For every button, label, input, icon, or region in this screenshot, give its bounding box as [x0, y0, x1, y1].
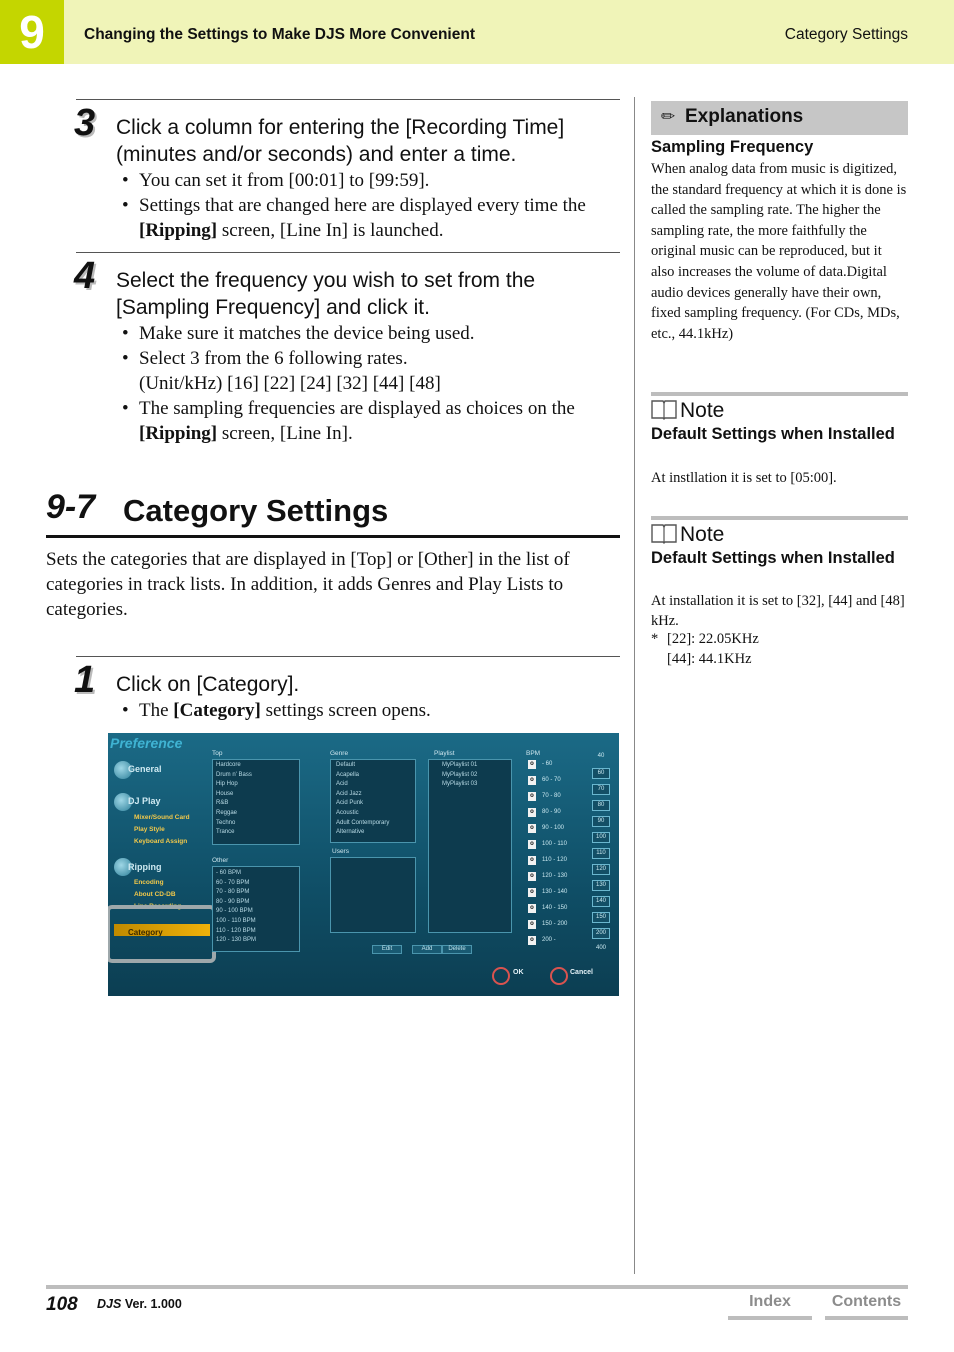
step-bullets — [122, 698, 612, 723]
users-list-panel[interactable] — [330, 857, 416, 933]
step-bullets — [122, 168, 612, 243]
list-item[interactable]: Hardcore — [216, 762, 241, 768]
nav-sub-item[interactable]: About CD-DB — [134, 891, 176, 898]
bpm-value-box[interactable]: 200 — [592, 928, 610, 939]
playlist-list — [442, 761, 477, 790]
bpm-checkbox[interactable]: o — [528, 888, 536, 897]
bpm-value-box[interactable]: 130 — [592, 880, 610, 891]
list-item[interactable]: Acid Punk — [336, 800, 364, 807]
bpm-value-box[interactable]: 60 — [592, 768, 610, 779]
preference-screenshot — [108, 733, 619, 996]
bpm-checkbox[interactable]: o — [528, 936, 536, 945]
footer-rule — [46, 1285, 908, 1289]
list-item[interactable]: 90 - 100 BPM — [216, 908, 253, 915]
nav-dj-play[interactable]: DJ Play — [128, 796, 161, 806]
section-title: Category Settings — [123, 493, 389, 528]
list-item[interactable]: Acid — [336, 781, 348, 788]
footnote-line: [22]: 22.05KHz — [667, 631, 759, 647]
bpm-checkbox[interactable]: o — [528, 840, 536, 849]
bpm-value-box[interactable]: 400 — [595, 945, 606, 951]
bpm-range-label: 70 - 80 — [542, 793, 561, 799]
bpm-checkbox[interactable]: o — [528, 792, 536, 801]
list-item[interactable]: 60 - 70 BPM — [216, 879, 250, 886]
section-heading — [46, 488, 620, 538]
step-1 — [76, 656, 620, 726]
ok-button[interactable]: OK — [513, 969, 524, 976]
note-label: Note — [651, 522, 724, 547]
nav-general[interactable]: General — [128, 764, 162, 774]
bpm-range-label: 110 - 120 — [542, 857, 567, 863]
section-number: 9-7 — [46, 488, 96, 526]
other-label: Other — [212, 857, 229, 864]
pencil-icon: ✏ — [661, 107, 676, 127]
cancel-button[interactable]: Cancel — [570, 969, 593, 976]
list-item[interactable]: Alternative — [336, 829, 365, 836]
add-button[interactable]: Add — [412, 945, 442, 954]
bpm-range-label: 100 - 110 — [542, 841, 567, 847]
explanation-text: When analog data from music is digitized, the standard frequency at which it is done is called the sampling rate. The higher the sampling rate, the more faithfully the original music can be reproduced, but it also increases the volume of data.Digital audio devices generally have their own, fixed sampling frequency. (For CDs, MDs, etc., 44.1kHz) — [651, 161, 907, 342]
note-text: At installation it is set to [32], [44] and [48] kHz. — [651, 593, 905, 629]
bpm-value-box[interactable]: 100 — [592, 832, 610, 843]
bpm-range-label: 200 - — [542, 937, 556, 943]
list-item[interactable]: 100 - 110 BPM — [216, 917, 256, 924]
note-rule — [651, 392, 908, 396]
bpm-value-box[interactable]: 150 — [592, 912, 610, 923]
list-item[interactable]: R&B — [216, 800, 229, 807]
step-title: Select the frequency you wish to set from the [Sampling Frequency] and click it. — [116, 269, 536, 319]
nav-sub-item[interactable]: Keyboard Assign — [134, 838, 188, 845]
bpm-checkbox[interactable]: o — [528, 920, 536, 929]
edit-button[interactable]: Edit — [372, 945, 402, 954]
step-4 — [76, 252, 620, 452]
top-label: Top — [212, 750, 223, 757]
bpm-range-label: 150 - 200 — [542, 921, 568, 927]
bpm-range-label: 120 - 130 — [542, 873, 568, 879]
list-item[interactable]: MyPlaylist 03 — [442, 781, 478, 788]
cancel-icon[interactable] — [550, 967, 568, 985]
users-label: Users — [332, 848, 349, 855]
playlist-label: Playlist — [434, 750, 455, 757]
bpm-value-box[interactable]: 110 — [592, 848, 610, 859]
bpm-range-label: 130 - 140 — [542, 889, 568, 895]
list-item[interactable]: Adult Contemporary — [336, 819, 390, 826]
footnote-line: [44]: 44.1KHz — [667, 650, 752, 667]
step-bullets — [122, 321, 612, 446]
list-item[interactable]: Acid Jazz — [336, 790, 362, 797]
column-divider — [634, 97, 635, 1274]
nav-sub-item[interactable]: Encoding — [134, 879, 164, 886]
list-item[interactable]: Techno — [216, 819, 236, 826]
note-label: Note — [651, 398, 724, 423]
step-number: 3 — [74, 102, 96, 144]
footnote — [651, 630, 908, 670]
header-section: Category Settings — [784, 26, 908, 43]
bullet: • You can set it from [00:01] to [99:59]. — [122, 168, 612, 193]
bullet: • Select 3 from the 6 following rates. — [122, 346, 612, 371]
bpm-range-label: 80 - 90 — [542, 809, 561, 815]
bullet-continuation: (Unit/kHz) [16] [22] [24] [32] [44] [48] — [139, 373, 441, 394]
step-title: Click a column for entering the [Recording Time] (minutes and/or seconds) and enter a time. — [116, 116, 565, 166]
genre-label: Genre — [330, 750, 349, 757]
list-item[interactable]: Reggae — [216, 809, 238, 816]
list-item[interactable]: Default — [336, 762, 356, 768]
delete-button[interactable]: Delete — [442, 945, 472, 954]
other-list — [216, 869, 256, 946]
explanations-label: Explanations — [685, 106, 804, 127]
bullet: • Make sure it matches the device being used. — [122, 321, 612, 346]
note-heading: Default Settings when Installed — [651, 549, 895, 567]
bpm-checkbox[interactable]: o — [528, 824, 536, 833]
bpm-value-box[interactable]: 120 — [592, 864, 610, 875]
list-item[interactable]: House — [216, 790, 234, 797]
book-icon — [651, 522, 677, 544]
explanation-heading: Sampling Frequency — [651, 138, 814, 156]
list-item[interactable]: MyPlaylist 01 — [442, 762, 478, 768]
note-rule — [651, 516, 908, 520]
nav-sub-item[interactable]: Play Style — [134, 826, 165, 833]
list-item[interactable]: Drum n' Bass — [216, 771, 252, 778]
product-version: DJS Ver. 1.000 — [97, 1297, 182, 1311]
nav-ripping[interactable]: Ripping — [128, 862, 162, 872]
top-list — [216, 761, 252, 838]
bpm-checkbox[interactable]: o — [528, 856, 536, 865]
bpm-checkbox[interactable]: o — [528, 776, 536, 785]
bpm-value-box[interactable]: 90 — [592, 816, 610, 827]
page-number: 108 — [46, 1294, 78, 1315]
bpm-value-box[interactable]: 80 — [592, 800, 610, 811]
bpm-range-label: 60 - 70 — [542, 777, 561, 783]
note-text: At instllation it is set to [05:00]. — [651, 470, 837, 486]
list-item[interactable]: 110 - 120 BPM — [216, 927, 256, 934]
note-heading: Default Settings when Installed — [651, 425, 895, 443]
contents-link[interactable]: Contents — [825, 1293, 908, 1311]
bpm-checkbox[interactable]: o — [528, 904, 536, 913]
bpm-value-box[interactable]: 70 — [592, 784, 610, 795]
list-item[interactable]: Trance — [216, 829, 235, 836]
step-3 — [76, 99, 620, 249]
nav-category[interactable]: Category — [128, 928, 163, 937]
list-item[interactable]: 80 - 90 BPM — [216, 898, 250, 905]
bpm-range-label: 140 - 150 — [542, 905, 568, 911]
bullet: • The sampling frequencies are displayed as choices on the [Ripping] screen, [Line In]. — [122, 396, 612, 446]
page-header — [0, 0, 954, 64]
nav-sub-item[interactable]: Line Recording — [134, 903, 182, 910]
genre-list — [336, 761, 389, 838]
bpm-checkbox[interactable]: o — [528, 808, 536, 817]
bpm-label: BPM — [526, 750, 541, 757]
bpm-checkbox[interactable]: o — [528, 872, 536, 881]
ok-icon[interactable] — [492, 967, 510, 985]
explanations-bar — [651, 101, 908, 135]
bullet: • Settings that are changed here are displayed every time the [Ripping] screen, [Line In] is launched. — [122, 193, 612, 243]
list-item[interactable]: - 60 BPM — [216, 870, 242, 876]
bpm-value-box[interactable]: 140 — [592, 896, 610, 907]
list-item[interactable]: Acapella — [336, 771, 360, 778]
section-intro: Sets the categories that are displayed in [Top] or [Other] in the list of categories in track lists. In addition, it adds Genres and Play Lists to categories. — [46, 549, 570, 620]
footnote-mark: * — [651, 631, 659, 647]
footnote-body — [667, 630, 759, 669]
bpm-checkbox[interactable]: o — [528, 760, 536, 769]
step-number: 1 — [74, 659, 96, 701]
nav-sub-item[interactable]: Mixer/Sound Card — [134, 814, 190, 821]
index-link[interactable]: Index — [728, 1293, 812, 1311]
list-item[interactable]: 70 - 80 BPM — [216, 889, 250, 896]
step-number: 4 — [74, 255, 96, 297]
list-item[interactable]: 120 - 130 BPM — [216, 937, 257, 944]
bpm-value-box[interactable]: 40 — [597, 753, 605, 759]
preference-title: Preference — [110, 735, 183, 751]
header-title: Changing the Settings to Make DJS More Convenient — [84, 26, 475, 43]
bpm-range-label: 90 - 100 — [542, 825, 565, 831]
bullet: • The [Category] settings screen opens. — [122, 698, 612, 723]
list-item[interactable]: Hip Hop — [216, 781, 238, 788]
book-icon — [651, 398, 677, 420]
list-item[interactable]: MyPlaylist 02 — [442, 771, 478, 778]
chapter-badge: 9 — [0, 0, 64, 64]
bpm-range-label: - 60 — [542, 761, 553, 767]
list-item[interactable]: Acoustic — [336, 809, 359, 816]
step-title: Click on [Category]. — [116, 673, 300, 696]
